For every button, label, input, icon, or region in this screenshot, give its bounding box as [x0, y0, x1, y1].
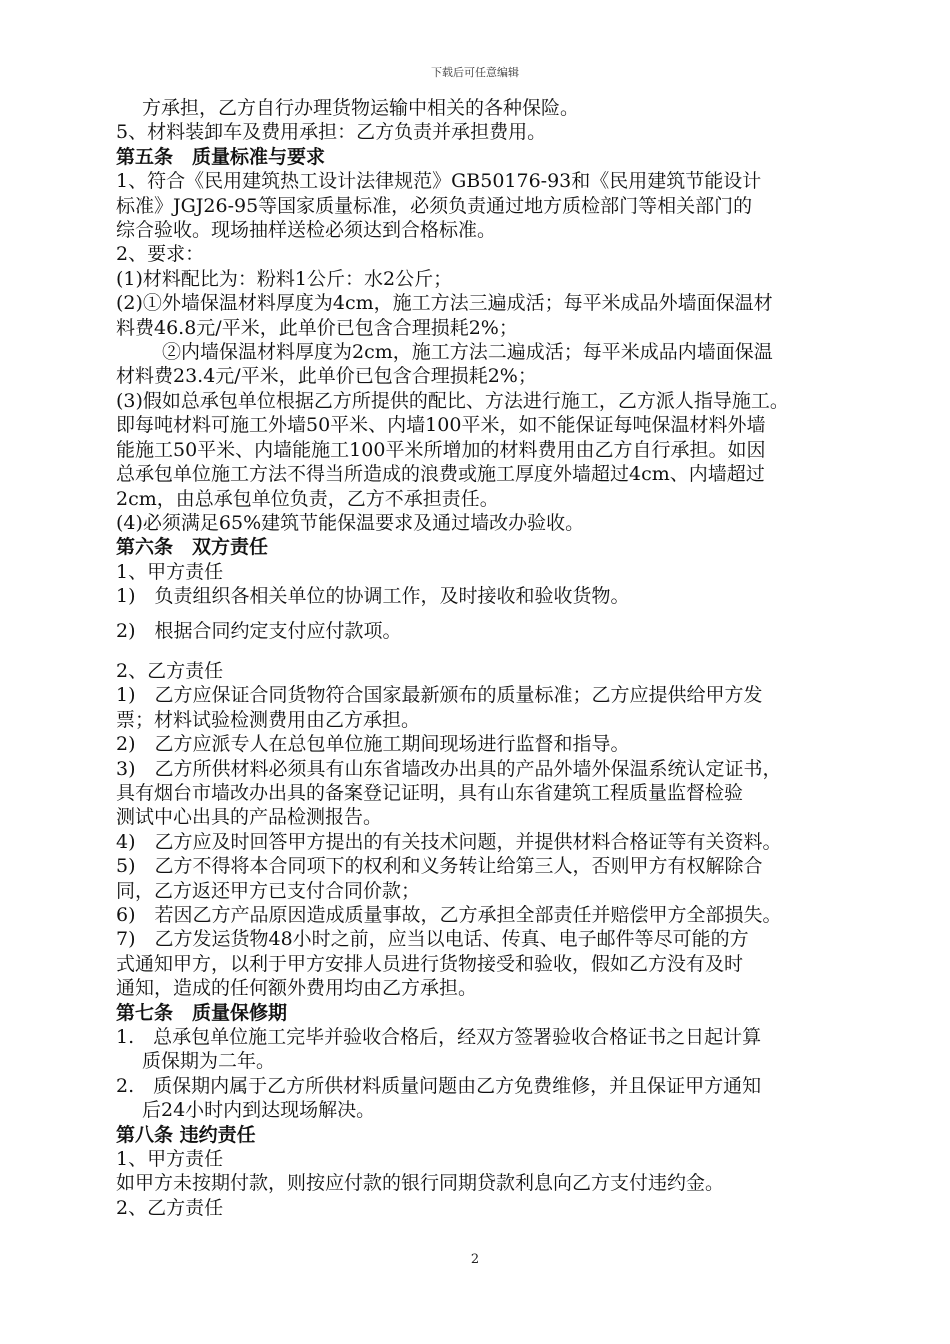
paragraph-line: 2、乙方责任 [116, 659, 224, 682]
list-item: 4) 乙方应及时回答甲方提出的有关技术问题，并提供材料合格证等有关资料。 [116, 830, 782, 853]
paragraph-line: 料费46.8元/平米，此单价已包含合理损耗2%； [116, 316, 518, 339]
list-item: 2) 乙方应派专人在总包单位施工期间现场进行监督和指导。 [116, 733, 630, 756]
paragraph-line: 1、甲方责任 [116, 560, 224, 583]
paragraph-line: 能施工50平米、内墙能施工100平米所增加的材料费用由乙方自行承担。如因 [116, 438, 766, 461]
paragraph-line: 1、符合《民用建筑热工设计法律规范》GB50176-93和《民用建筑节能设计 [116, 170, 762, 193]
paragraph-line: 材料费23.4元/平米，此单价已包含合理损耗2%； [116, 365, 537, 388]
paragraph-line: 2、乙方责任 [116, 1196, 224, 1219]
paragraph-line: 同，乙方返还甲方已支付合同价款； [116, 879, 421, 902]
section-heading: 第六条 双方责任 [116, 536, 269, 559]
paragraph-line: 式通知甲方，以利于甲方安排人员进行货物接受和验收，假如乙方没有及时 [116, 952, 744, 975]
paragraph-line: 质保期为二年。 [142, 1050, 276, 1073]
paragraph-line: ②内墙保温材料厚度为2cm，施工方法二遍成活；每平米成品内墙面保温 [162, 341, 773, 364]
list-item: 2) 根据合同约定支付应付款项。 [116, 619, 402, 642]
document-body [116, 96, 876, 1220]
paragraph-line: (2)①外墙保温材料厚度为4cm，施工方法三遍成活；每平米成品外墙面保温材 [116, 292, 773, 315]
list-item: 1. 总承包单位施工完毕并验收合格后，经双方签署验收合格证书之日起计算 [116, 1026, 762, 1049]
paragraph-line: 2、要求： [116, 243, 205, 266]
paragraph-line: 票；材料试验检测费用由乙方承担。 [116, 708, 421, 731]
list-item: 6) 若因乙方产品原因造成质量事故，乙方承担全部责任并赔偿甲方全部损失。 [116, 904, 782, 926]
paragraph-line: 通知，造成的任何额外费用均由乙方承担。 [116, 977, 478, 1000]
page-number: 2 [470, 1252, 480, 1267]
paragraph-line: 即每吨材料可施工外墙50平米、内墙100平米，如不能保证每吨保温材料外墙 [116, 414, 766, 437]
list-item: 2. 质保期内属于乙方所供材料质量问题由乙方免费维修，并且保证甲方通知 [116, 1074, 762, 1097]
page-header-note: 下载后可任意编辑 [431, 66, 519, 79]
paragraph-line: 后24小时内到达现场解决。 [142, 1099, 376, 1122]
paragraph-line: 标准》JGJ26-95等国家质量标准，必须负责通过地方质检部门等相关部门的 [116, 194, 753, 217]
paragraph-line: 综合验收。现场抽样送检必须达到合格标准。 [116, 219, 497, 242]
list-item: 1) 负责组织各相关单位的协调工作，及时接收和验收货物。 [116, 585, 630, 608]
paragraph-line: (3)假如总承包单位根据乙方所提供的配比、方法进行施工，乙方派人指导施工。 [116, 389, 789, 412]
paragraph-line: 5、材料装卸车及费用承担：乙方负责并承担费用。 [116, 121, 547, 144]
list-item: 5) 乙方不得将本合同项下的权利和义务转让给第三人，否则甲方有权解除合 [116, 855, 763, 878]
list-item: 7) 乙方发运货物48小时之前，应当以电话、传真、电子邮件等尽可能的方 [116, 928, 749, 951]
paragraph-line: 2cm，由总承包单位负责，乙方不承担责任。 [116, 487, 499, 510]
paragraph-line: 如甲方未按期付款，则按应付款的银行同期贷款利息向乙方支付违约金。 [116, 1172, 725, 1195]
list-item: 3) 乙方所供材料必须具有山东省墙改办出具的产品外墙外保温系统认定证书， [116, 757, 782, 780]
paragraph-line: 总承包单位施工方法不得当所造成的浪费或施工厚度外墙超过4cm、内墙超过 [116, 463, 765, 486]
paragraph-line: 具有烟台市墙改办出具的备案登记证明，具有山东省建筑工程质量监督检验 [116, 781, 744, 804]
list-item: 1) 乙方应保证合同货物符合国家最新颁布的质量标准；乙方应提供给甲方发 [116, 684, 763, 707]
paragraph-line: (4)必须满足65%建筑节能保温要求及通过墙改办验收。 [116, 511, 585, 534]
section-heading: 第五条 质量标准与要求 [116, 145, 326, 168]
paragraph-line: 方承担，乙方自行办理货物运输中相关的各种保险。 [142, 97, 580, 119]
paragraph-line: 1、甲方责任 [116, 1148, 224, 1171]
section-heading: 第七条 质量保修期 [116, 1001, 288, 1024]
paragraph-line: (1)材料配比为：粉料1公斤：水2公斤； [116, 267, 453, 290]
section-heading: 第八条 违约责任 [116, 1123, 256, 1146]
paragraph-line: 测试中心出具的产品检测报告。 [116, 806, 383, 829]
